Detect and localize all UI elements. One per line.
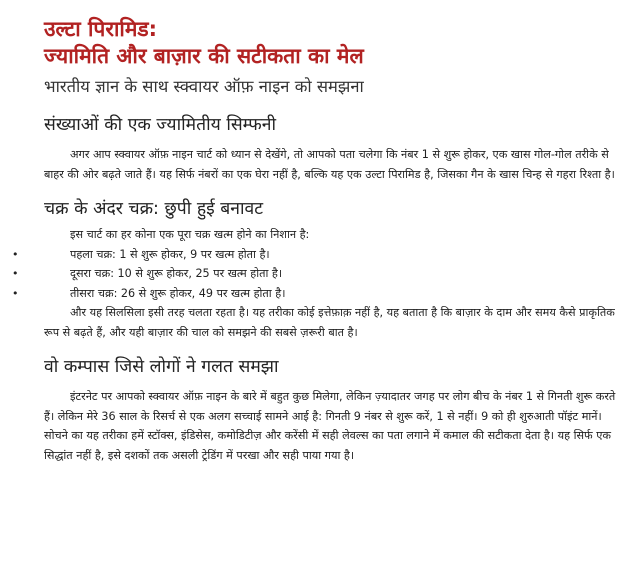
bullet-icon: • xyxy=(12,247,19,261)
section-geometric-symphony xyxy=(44,114,624,184)
section-paragraph: और यह सिलसिला इसी तरह चलता रहता है। यह तरीका कोई इत्तेफ़ाक़ नहीं है, यह बताता है कि बाज़ार के दाम और समय कैसे प्राकृतिक रूप से बढ़ते हैं, और यही बाज़ार की चाल को समझने की सबसे ज़रूरी बात है। xyxy=(44,306,615,339)
section-heading: वो कम्पास जिसे लोगों ने गलत समझा xyxy=(44,357,279,377)
section-heading: संख्याओं की एक ज्यामितीय सिम्फनी xyxy=(44,115,277,135)
list-item-text: तीसरा चक्र: 26 से शुरू होकर, 49 पर खत्म होता है। xyxy=(70,286,286,300)
section-intro: इस चार्ट का हर कोना एक पूरा चक्र खत्म होने का निशान है: xyxy=(70,228,310,241)
list-item xyxy=(12,284,624,304)
list-item-text: पहला चक्र: 1 से शुरू होकर, 9 पर खत्म होता है। xyxy=(70,247,270,261)
section-compass xyxy=(44,356,624,465)
section-cycles xyxy=(12,198,624,342)
section-heading: चक्र के अंदर चक्र: छुपी हुई बनावट xyxy=(44,199,264,219)
bullet-icon: • xyxy=(12,267,19,280)
list-item xyxy=(12,245,624,265)
section-paragraph: इंटरनेट पर आपको स्क्वायर ऑफ़ नाइन के बारे में बहुत कुछ मिलेगा, लेकिन ज़्यादातर जगह पर लोग बीच के नंबर 1 से गिनती शुरू करते हैं। लेकिन मेरे 36 साल के रिसर्च से एक अलग सच्चाई सामने आई है: गिनती 9 नंबर से शुरू करें, 1 से नहीं। 9 को ही शुरुआती पॉइंट मानें। सोचने का यह तरीका हमें स्टॉक्स, इंडिसेस, कमोडिटीज़ और करेंसी में सही लेवल्स का पता लगाने में कमाल की सटीकता देता है। यह सिर्फ एक सिद्धांत नहीं है, इसे दशकों तक असली ट्रेडिंग में परखा और सही पाया गया है। xyxy=(44,390,616,462)
page-title-line1: उल्टा पिरामिड: xyxy=(44,17,158,41)
page-title-line2: ज्यामिति और बाज़ार की सटीकता का मेल xyxy=(44,44,364,68)
list-item-text: दूसरा चक्र: 10 से शुरू होकर, 25 पर खत्म होता है। xyxy=(70,267,283,280)
bullet-icon: • xyxy=(12,286,19,300)
section-paragraph: अगर आप स्क्वायर ऑफ़ नाइन चार्ट को ध्यान से देखेंगे, तो आपको पता चलेगा कि नंबर 1 से शुरू होकर, एक खास गोल-गोल तरीके से बाहर की ओर बढ़ते जाते हैं। यह सिर्फ नंबरों का एक घेरा नहीं है, बल्कि यह एक उल्टा पिरामिड है, जिसका गैन के खास चिन्ह से गहरा रिश्ता है। xyxy=(44,148,615,181)
page-subtitle: भारतीय ज्ञान के साथ स्क्वायर ऑफ़ नाइन को समझना xyxy=(44,77,364,96)
list-item xyxy=(12,264,624,284)
cycle-list xyxy=(12,245,624,304)
